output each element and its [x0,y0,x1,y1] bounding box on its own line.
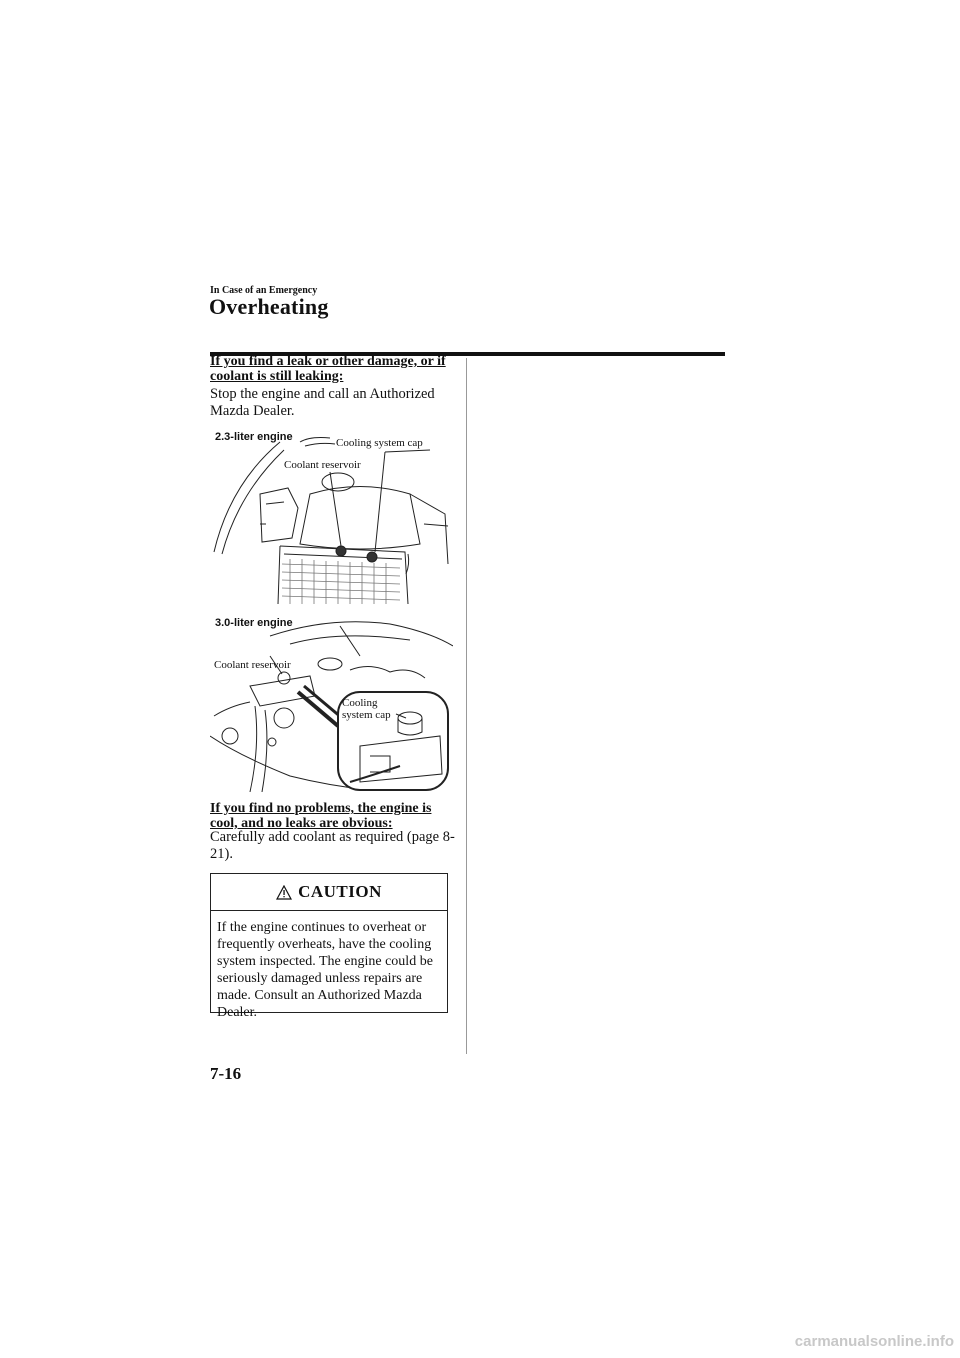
column-divider [466,358,467,1054]
section-label: In Case of an Emergency [210,285,318,296]
leak-heading: If you find a leak or other damage, or if coolant is still leaking: [210,354,446,384]
no-problem-heading: If you find no problems, the engine is cool, and no leaks are obvious: [210,801,432,831]
callout-coolant-reservoir: Coolant reservoir [284,459,361,471]
engine-figure-3-0 [210,606,453,792]
engine-label-2-3: 2.3-liter engine [215,431,293,443]
caution-header [211,874,447,911]
callout-coolant-reservoir-3-0: Coolant reservoir [214,659,291,671]
callout-cooling-cap: Cooling system cap [336,437,423,449]
page-title: Overheating [209,294,329,319]
callout-cooling-cap-line1: Cooling [342,697,378,709]
engine-figure-2-3 [210,424,453,604]
watermark: carmanualsonline.info [794,1333,954,1350]
caution-box [210,873,448,1020]
warning-triangle-icon [276,885,292,900]
no-problem-body: Carefully add coolant as required (page 8-21). [210,829,455,862]
leak-body: Stop the engine and call an Authorized Mazda Dealer. [210,386,435,419]
callout-cooling-cap-line2: system cap [342,709,391,721]
caution-body: If the engine continues to overheat or frequently overheats, have the cooling system inspected. The engine could be seriously damaged unless repairs are made. Consult an Authorized Mazda Dealer. [217,920,433,1020]
engine-label-3-0: 3.0-liter engine [215,617,293,629]
caution-title: CAUTION [298,882,382,901]
page-number: 7-16 [210,1064,242,1083]
